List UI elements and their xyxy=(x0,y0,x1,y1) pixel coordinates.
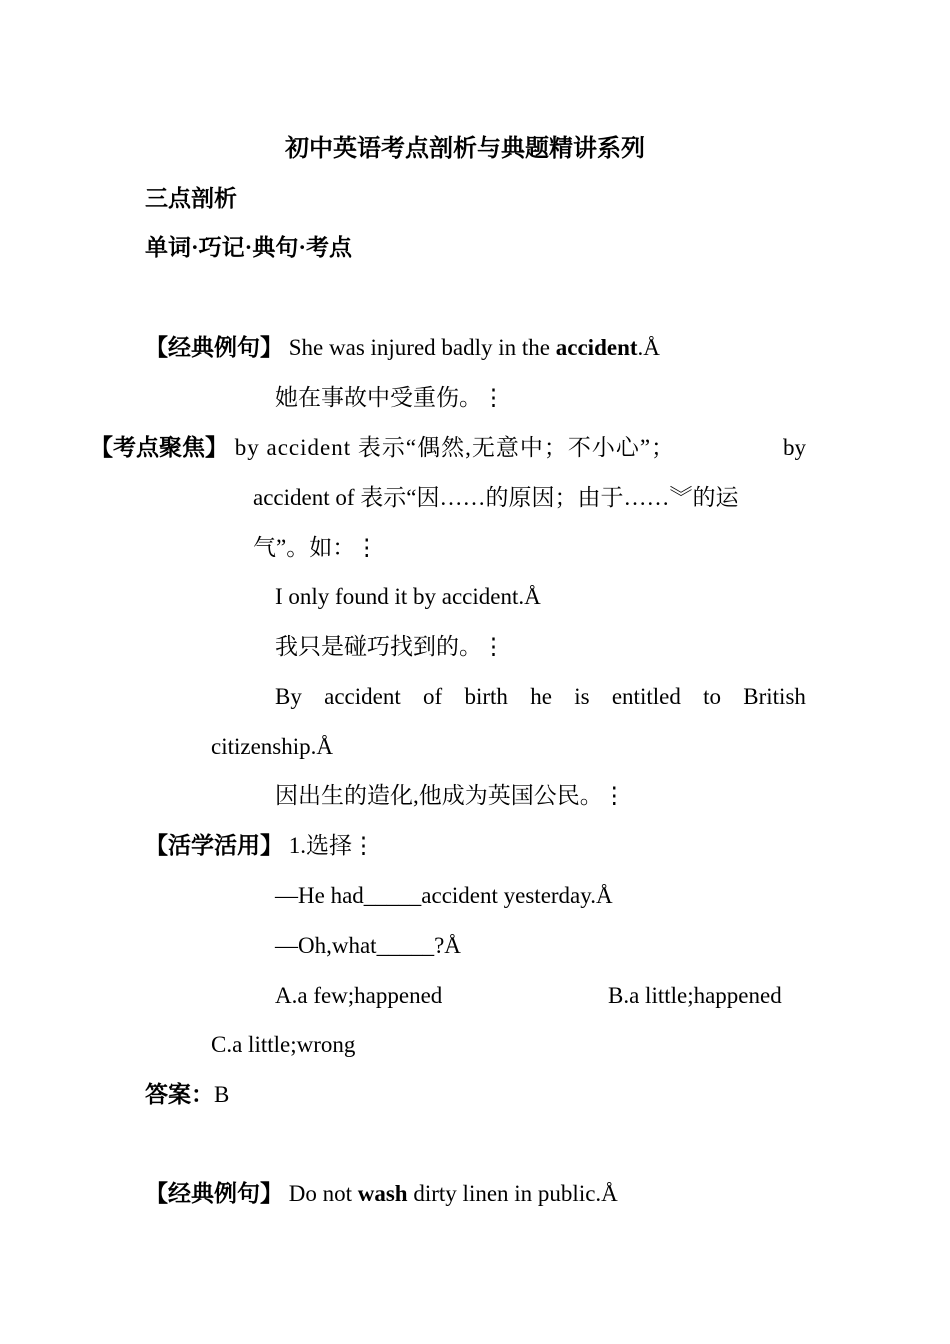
word: is xyxy=(574,684,590,709)
example-en-pre: She was injured badly in the xyxy=(283,335,556,360)
word: entitled xyxy=(611,684,681,709)
focus-text-1b: by xyxy=(783,435,806,460)
example-translation-1: 她在事故中受重伤。⋮ xyxy=(275,385,505,410)
answer-value: B xyxy=(214,1082,230,1107)
option-a: A.a few;happened xyxy=(275,983,443,1008)
focus-tag: 【考点聚焦】 xyxy=(90,435,228,460)
focus-example-1-zh: 我只是碰巧找到的。⋮ xyxy=(275,634,505,659)
focus-example-2-zh: 因出生的造化,他成为英国公民。⋮ xyxy=(275,783,626,808)
example-en-pre: Do not xyxy=(283,1181,358,1206)
word: By xyxy=(275,684,302,709)
option-c: C.a little;wrong xyxy=(211,1032,356,1057)
focus-example-2-en xyxy=(275,682,806,712)
example-tag: 【经典例句】 xyxy=(145,1181,283,1206)
example-sentence-1 xyxy=(145,333,660,363)
focus-line-3: 气”。如：⋮ xyxy=(253,535,379,560)
subsection-heading: 单词·巧记·典句·考点 xyxy=(145,235,353,260)
word: he xyxy=(530,684,552,709)
dialogue-line-2: —Oh,what_____?Å xyxy=(275,933,461,958)
word: of xyxy=(423,684,443,709)
focus-line-1 xyxy=(90,433,806,463)
word: British xyxy=(743,684,806,709)
example-sentence-2 xyxy=(145,1179,618,1209)
focus-line-2: accident of 表示“因……的原因；由于……︾的运 xyxy=(253,485,739,510)
keyword-accident: accident xyxy=(555,335,638,360)
section-heading: 三点剖析 xyxy=(145,186,237,211)
practice-question: 1.选择⋮ xyxy=(283,833,375,858)
dialogue-line-1: —He had_____accident yesterday.Å xyxy=(275,883,613,908)
page-title: 初中英语考点剖析与典题精讲系列 xyxy=(285,136,645,162)
example-en-post: dirty linen in public.Å xyxy=(407,1181,618,1206)
keyword-wash: wash xyxy=(357,1181,408,1206)
answer-label: 答案： xyxy=(145,1082,214,1107)
answer-line xyxy=(145,1080,229,1110)
practice-line xyxy=(145,831,375,861)
focus-example-1-en: I only found it by accident.Å xyxy=(275,584,541,609)
example-tag: 【经典例句】 xyxy=(145,335,283,360)
focus-text-1: by accident 表示“偶然,无意中；不小心”； xyxy=(228,435,676,460)
option-b: B.a little;happened xyxy=(608,983,782,1008)
word: to xyxy=(703,684,721,709)
example-en-post: .Å xyxy=(637,335,660,360)
word: accident xyxy=(324,684,401,709)
focus-example-2-cont: citizenship.Å xyxy=(211,734,333,759)
word: birth xyxy=(464,684,508,709)
practice-tag: 【活学活用】 xyxy=(145,833,283,858)
